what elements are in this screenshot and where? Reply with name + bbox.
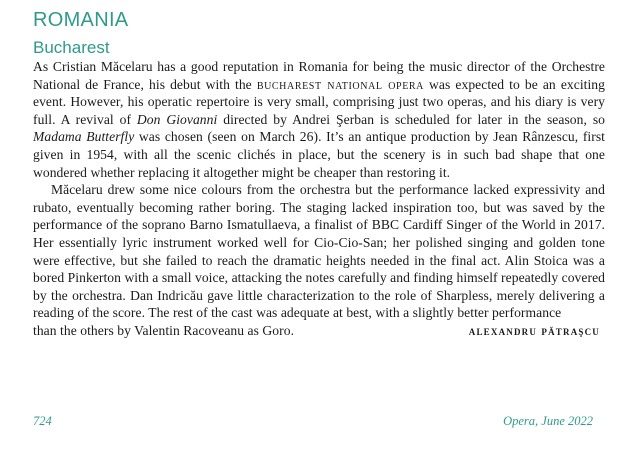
page-number: 724 — [33, 414, 52, 428]
paragraph-1 — [33, 58, 605, 181]
publication-name: Opera, June 2022 — [503, 414, 593, 428]
venue-name: bucharest national opera — [256, 76, 424, 92]
country-heading: ROMANIA — [33, 9, 129, 31]
p1-text-3: directed by Andrei Şerban is scheduled for later in the season, so — [217, 111, 606, 127]
opera-title-madama-butterfly: Madama Butterfly — [33, 129, 135, 145]
page-footer — [33, 414, 593, 429]
p1-text-4: was chosen (seen on March 26). It’s an antique production by Jean Rânzescu, first given in 1954, with all the scenic clichés in place, but the scenery is in such bad shape that one wondered whether replacing it altogether might be cheaper than restoring it. — [33, 129, 605, 180]
p2-text: Măcelaru drew some nice colours from the orchestra but the performance lacked expressivity and rubato, eventually becoming rather boring. The staging lacked inspiration too, but was saved by the performance of the soprano Barno Ismatullaeva, a finalist of BBC Cardiff Singer of the World in 2017. Her essentially lyric instrument worked well for Cio-Cio-San; her polished singing and golden tone were effective, but she failed to reach the dramatic heights needed in the final act. Alin Stoica was a bored Pinkerton with a small voice, attacking the notes carefully and finding himself repeatedly covered by the orchestra. Dan Indricău gave little characterization to the role of Sharpless, merely delivering a reading of the score. The rest of the cast was adequate at best, with a slightly better performance — [33, 182, 605, 321]
article-page — [33, 8, 605, 341]
p1-text-2: was expected to be an exciting event. However, his operatic repertoire is very small, comprising just two operas, and his diary is very full. A revival of — [33, 76, 606, 127]
opera-title-don-giovanni: Don Giovanni — [136, 111, 218, 127]
p2-last-line: than the others by Valentin Racoveanu as Goro. — [33, 322, 295, 338]
last-line — [33, 322, 605, 341]
article-body — [33, 58, 605, 341]
paragraph-2 — [33, 181, 605, 322]
author-byline: alexandru pătraşcu — [468, 323, 600, 338]
p1-text-1: As Cristian Măcelaru has a good reputation in Romania for being the music director of the Orchestre National de France, his debut with the — [33, 59, 605, 92]
city-heading: Bucharest — [33, 38, 110, 57]
